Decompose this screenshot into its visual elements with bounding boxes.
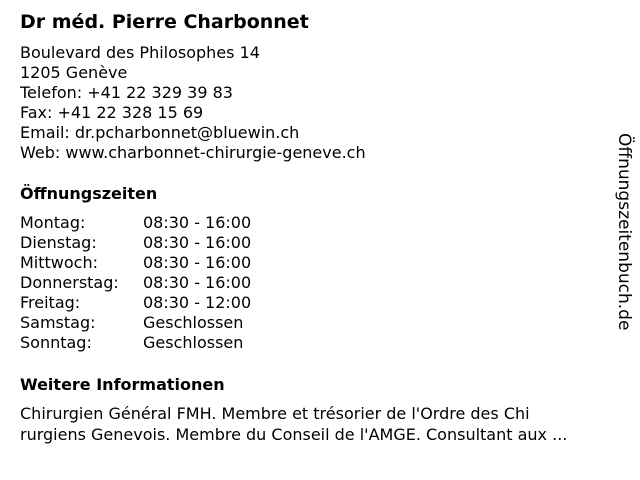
hours-time: 08:30 - 16:00	[143, 233, 252, 252]
hours-day: Freitag:	[20, 293, 81, 312]
address-street: Boulevard des Philosophes 14	[20, 43, 260, 62]
website-url: Web: www.charbonnet-chirurgie-geneve.ch	[20, 143, 366, 162]
hours-time: 08:30 - 16:00	[143, 213, 252, 232]
hours-time: 08:30 - 12:00	[143, 293, 252, 312]
hours-day: Mittwoch:	[20, 253, 98, 272]
hours-time: Geschlossen	[143, 313, 244, 332]
contact-block	[20, 43, 366, 163]
address-city: 1205 Genève	[20, 63, 128, 82]
hours-time: 08:30 - 16:00	[143, 253, 252, 272]
hours-day: Dienstag:	[20, 233, 97, 252]
hours-day: Sonntag:	[20, 333, 92, 352]
further-info-text	[20, 403, 620, 445]
hours-day: Samstag:	[20, 313, 96, 332]
phone-number: Telefon: +41 22 329 39 83	[20, 83, 233, 102]
site-name: Öffnungszeitenbuch.de	[614, 133, 634, 331]
hours-time: Geschlossen	[143, 333, 244, 352]
further-info-heading: Weitere Informationen	[20, 375, 225, 394]
info-line: Chirurgien Général FMH. Membre et trésorier de l'Ordre des Chi	[20, 404, 530, 423]
hours-day: Donnerstag:	[20, 273, 119, 292]
info-line: rurgiens Genevois. Membre du Conseil de l'AMGE. Consultant aux ...	[20, 425, 568, 444]
fax-number: Fax: +41 22 328 15 69	[20, 103, 204, 122]
hours-time: 08:30 - 16:00	[143, 273, 252, 292]
opening-hours-heading: Öffnungszeiten	[20, 184, 158, 203]
page-title: Dr méd. Pierre Charbonnet	[20, 11, 309, 33]
hours-day: Montag:	[20, 213, 86, 232]
email-address: Email: dr.pcharbonnet@bluewin.ch	[20, 123, 300, 142]
site-watermark	[612, 133, 636, 363]
